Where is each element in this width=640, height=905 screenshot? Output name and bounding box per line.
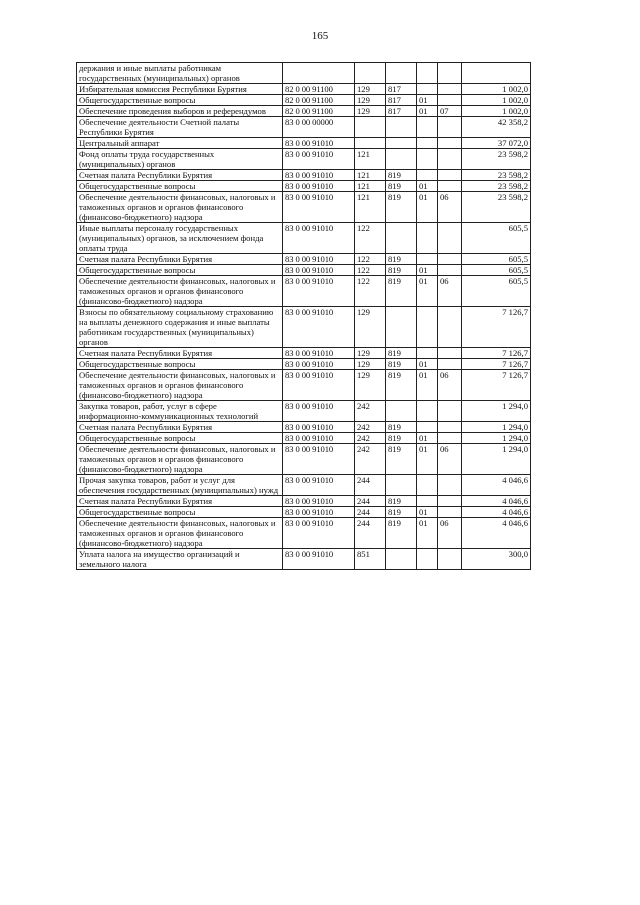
page-number: 165	[311, 30, 329, 42]
cell-name: Обеспечение деятельности финансовых, налоговых и таможенных органов и органов финансового (финансово-бюджетного) надзора	[77, 444, 283, 475]
cell-amount: 605,5	[462, 276, 531, 307]
cell-section: 01	[417, 181, 438, 192]
cell-name: Прочая закупка товаров, работ и услуг для обеспечения государственных (муниципальных) нужд	[77, 475, 283, 496]
table-row	[77, 95, 531, 106]
cell-subsection	[438, 223, 462, 254]
cell-ministry: 819	[386, 170, 417, 181]
cell-expense-type: 122	[355, 223, 386, 254]
cell-ministry: 819	[386, 433, 417, 444]
cell-ministry	[386, 149, 417, 170]
cell-target-article: 83 0 00 91010	[283, 359, 355, 370]
cell-amount: 605,5	[462, 265, 531, 276]
cell-target-article: 83 0 00 91010	[283, 433, 355, 444]
cell-target-article: 83 0 00 91010	[283, 149, 355, 170]
cell-expense-type: 121	[355, 181, 386, 192]
table-row	[77, 348, 531, 359]
cell-ministry: 819	[386, 254, 417, 265]
cell-amount: 1 002,0	[462, 84, 531, 95]
cell-subsection	[438, 254, 462, 265]
cell-expense-type: 242	[355, 401, 386, 422]
cell-amount: 1 294,0	[462, 422, 531, 433]
cell-section: 01	[417, 444, 438, 475]
cell-amount: 23 598,2	[462, 192, 531, 223]
cell-amount: 1 294,0	[462, 444, 531, 475]
cell-section: 01	[417, 370, 438, 401]
cell-name: Общегосударственные вопросы	[77, 507, 283, 518]
cell-ministry: 819	[386, 370, 417, 401]
cell-expense-type: 129	[355, 370, 386, 401]
cell-amount: 7 126,7	[462, 307, 531, 348]
cell-target-article: 83 0 00 91010	[283, 475, 355, 496]
cell-expense-type: 129	[355, 359, 386, 370]
cell-expense-type: 244	[355, 496, 386, 507]
table-row	[77, 192, 531, 223]
cell-target-article: 83 0 00 91010	[283, 496, 355, 507]
cell-subsection	[438, 149, 462, 170]
cell-amount: 4 046,6	[462, 496, 531, 507]
cell-target-article: 83 0 00 91010	[283, 348, 355, 359]
cell-subsection: 06	[438, 276, 462, 307]
cell-expense-type: 129	[355, 106, 386, 117]
cell-subsection	[438, 138, 462, 149]
budget-table	[76, 62, 531, 570]
cell-name: Обеспечение деятельности Счетной палаты Республики Бурятия	[77, 117, 283, 138]
cell-amount: 4 046,6	[462, 507, 531, 518]
cell-ministry: 819	[386, 181, 417, 192]
cell-name: Закупка товаров, работ, услуг в сфере информационно-коммуникационных технологий	[77, 401, 283, 422]
cell-section	[417, 170, 438, 181]
cell-subsection	[438, 265, 462, 276]
table-row	[77, 475, 531, 496]
cell-name: Фонд оплаты труда государственных (муниципальных) органов	[77, 149, 283, 170]
cell-section: 01	[417, 192, 438, 223]
cell-target-article: 83 0 00 91010	[283, 444, 355, 475]
cell-ministry: 819	[386, 422, 417, 433]
cell-target-article: 83 0 00 91010	[283, 401, 355, 422]
cell-subsection	[438, 422, 462, 433]
cell-subsection: 06	[438, 370, 462, 401]
cell-ministry: 819	[386, 265, 417, 276]
cell-subsection	[438, 117, 462, 138]
cell-name: Центральный аппарат	[77, 138, 283, 149]
cell-target-article: 83 0 00 91010	[283, 276, 355, 307]
cell-target-article: 83 0 00 91010	[283, 181, 355, 192]
cell-name: Общегосударственные вопросы	[77, 265, 283, 276]
cell-subsection: 06	[438, 192, 462, 223]
cell-expense-type: 244	[355, 507, 386, 518]
cell-section	[417, 138, 438, 149]
cell-target-article: 83 0 00 91010	[283, 254, 355, 265]
cell-section	[417, 549, 438, 570]
table-row	[77, 518, 531, 549]
cell-name: Общегосударственные вопросы	[77, 95, 283, 106]
cell-amount: 605,5	[462, 254, 531, 265]
cell-name: Счетная палата Республики Бурятия	[77, 422, 283, 433]
cell-section: 01	[417, 359, 438, 370]
cell-subsection	[438, 475, 462, 496]
cell-expense-type: 129	[355, 84, 386, 95]
cell-target-article: 83 0 00 91010	[283, 507, 355, 518]
table-row	[77, 149, 531, 170]
cell-section	[417, 348, 438, 359]
cell-section: 01	[417, 518, 438, 549]
cell-name: держания и иные выплаты работникам государственных (муниципальных) органов	[77, 63, 283, 84]
table-row	[77, 106, 531, 117]
cell-section: 01	[417, 433, 438, 444]
cell-ministry	[386, 475, 417, 496]
cell-amount: 4 046,6	[462, 518, 531, 549]
cell-section	[417, 84, 438, 95]
cell-target-article: 83 0 00 00000	[283, 117, 355, 138]
cell-subsection	[438, 95, 462, 106]
cell-expense-type: 122	[355, 254, 386, 265]
table-row	[77, 265, 531, 276]
cell-section: 01	[417, 106, 438, 117]
cell-expense-type: 242	[355, 433, 386, 444]
cell-expense-type: 244	[355, 518, 386, 549]
cell-subsection	[438, 84, 462, 95]
cell-name: Счетная палата Республики Бурятия	[77, 496, 283, 507]
table-row	[77, 117, 531, 138]
cell-section	[417, 307, 438, 348]
cell-name: Общегосударственные вопросы	[77, 433, 283, 444]
cell-amount: 7 126,7	[462, 370, 531, 401]
cell-amount: 1 002,0	[462, 95, 531, 106]
cell-name: Обеспечение деятельности финансовых, налоговых и таможенных органов и органов финансового (финансово-бюджетного) надзора	[77, 518, 283, 549]
cell-amount: 37 072,0	[462, 138, 531, 149]
cell-expense-type: 122	[355, 276, 386, 307]
cell-target-article: 83 0 00 91010	[283, 192, 355, 223]
cell-target-article: 83 0 00 91010	[283, 170, 355, 181]
table-row	[77, 223, 531, 254]
cell-name: Обеспечение деятельности финансовых, налоговых и таможенных органов и органов финансового (финансово-бюджетного) надзора	[77, 192, 283, 223]
cell-name: Взносы по обязательному социальному страхованию на выплаты денежного содержания и иные выплаты работникам государственных (муниципальных) органов	[77, 307, 283, 348]
table-row	[77, 170, 531, 181]
table-row	[77, 496, 531, 507]
cell-ministry	[386, 117, 417, 138]
cell-amount: 7 126,7	[462, 359, 531, 370]
cell-amount: 42 358,2	[462, 117, 531, 138]
cell-section: 01	[417, 276, 438, 307]
cell-target-article: 82 0 00 91100	[283, 84, 355, 95]
table-row	[77, 549, 531, 570]
table-row	[77, 63, 531, 84]
cell-amount: 23 598,2	[462, 181, 531, 192]
cell-target-article: 82 0 00 91100	[283, 95, 355, 106]
cell-amount: 4 046,6	[462, 475, 531, 496]
cell-name: Обеспечение деятельности финансовых, налоговых и таможенных органов и органов финансового (финансово-бюджетного) надзора	[77, 370, 283, 401]
cell-ministry	[386, 138, 417, 149]
cell-name: Общегосударственные вопросы	[77, 359, 283, 370]
cell-subsection	[438, 63, 462, 84]
cell-amount: 1 294,0	[462, 401, 531, 422]
table-row	[77, 138, 531, 149]
cell-name: Счетная палата Республики Бурятия	[77, 170, 283, 181]
cell-expense-type: 129	[355, 348, 386, 359]
cell-expense-type: 121	[355, 170, 386, 181]
cell-expense-type: 121	[355, 149, 386, 170]
cell-section	[417, 475, 438, 496]
cell-name: Общегосударственные вопросы	[77, 181, 283, 192]
cell-name: Счетная палата Республики Бурятия	[77, 348, 283, 359]
cell-ministry: 817	[386, 84, 417, 95]
cell-subsection	[438, 549, 462, 570]
cell-target-article: 83 0 00 91010	[283, 518, 355, 549]
cell-expense-type	[355, 63, 386, 84]
cell-section	[417, 496, 438, 507]
table-row	[77, 84, 531, 95]
table-row	[77, 422, 531, 433]
cell-target-article: 83 0 00 91010	[283, 223, 355, 254]
cell-ministry: 817	[386, 95, 417, 106]
table-row	[77, 507, 531, 518]
cell-name: Обеспечение проведения выборов и референдумов	[77, 106, 283, 117]
cell-amount	[462, 63, 531, 84]
cell-ministry: 819	[386, 276, 417, 307]
cell-ministry: 819	[386, 444, 417, 475]
cell-expense-type: 129	[355, 307, 386, 348]
cell-name: Обеспечение деятельности финансовых, налоговых и таможенных органов и органов финансового (финансово-бюджетного) надзора	[77, 276, 283, 307]
budget-table-body	[77, 63, 531, 570]
table-row	[77, 370, 531, 401]
cell-target-article: 83 0 00 91010	[283, 265, 355, 276]
cell-target-article: 83 0 00 91010	[283, 549, 355, 570]
cell-expense-type	[355, 117, 386, 138]
cell-expense-type: 129	[355, 95, 386, 106]
cell-subsection	[438, 496, 462, 507]
cell-ministry	[386, 223, 417, 254]
table-row	[77, 181, 531, 192]
table-row	[77, 276, 531, 307]
cell-subsection	[438, 348, 462, 359]
cell-section: 01	[417, 95, 438, 106]
cell-target-article: 83 0 00 91010	[283, 422, 355, 433]
cell-section: 01	[417, 507, 438, 518]
cell-ministry: 819	[386, 359, 417, 370]
cell-subsection	[438, 433, 462, 444]
cell-expense-type: 851	[355, 549, 386, 570]
cell-subsection: 07	[438, 106, 462, 117]
cell-subsection	[438, 307, 462, 348]
cell-expense-type: 244	[355, 475, 386, 496]
cell-target-article: 83 0 00 91010	[283, 307, 355, 348]
cell-subsection	[438, 170, 462, 181]
table-row	[77, 254, 531, 265]
cell-name: Избирательная комиссия Республики Бурятия	[77, 84, 283, 95]
cell-section	[417, 254, 438, 265]
table-row	[77, 401, 531, 422]
cell-target-article: 83 0 00 91010	[283, 138, 355, 149]
cell-amount: 23 598,2	[462, 170, 531, 181]
cell-amount: 1 294,0	[462, 433, 531, 444]
cell-expense-type: 121	[355, 192, 386, 223]
cell-expense-type	[355, 138, 386, 149]
cell-section	[417, 117, 438, 138]
cell-subsection	[438, 181, 462, 192]
cell-amount: 605,5	[462, 223, 531, 254]
cell-section	[417, 223, 438, 254]
table-row	[77, 433, 531, 444]
cell-ministry	[386, 549, 417, 570]
cell-ministry: 819	[386, 507, 417, 518]
cell-amount: 300,0	[462, 549, 531, 570]
cell-amount: 7 126,7	[462, 348, 531, 359]
cell-expense-type: 122	[355, 265, 386, 276]
cell-ministry: 819	[386, 496, 417, 507]
cell-subsection	[438, 507, 462, 518]
cell-ministry	[386, 401, 417, 422]
cell-target-article: 82 0 00 91100	[283, 106, 355, 117]
cell-section: 01	[417, 265, 438, 276]
cell-subsection	[438, 401, 462, 422]
cell-subsection	[438, 359, 462, 370]
cell-subsection: 06	[438, 518, 462, 549]
cell-name: Счетная палата Республики Бурятия	[77, 254, 283, 265]
cell-target-article: 83 0 00 91010	[283, 370, 355, 401]
cell-name: Уплата налога на имущество организаций и земельного налога	[77, 549, 283, 570]
cell-expense-type: 242	[355, 422, 386, 433]
table-row	[77, 307, 531, 348]
cell-ministry: 817	[386, 106, 417, 117]
cell-ministry: 819	[386, 518, 417, 549]
cell-ministry: 819	[386, 192, 417, 223]
cell-section	[417, 149, 438, 170]
cell-expense-type: 242	[355, 444, 386, 475]
cell-amount: 1 002,0	[462, 106, 531, 117]
cell-name: Иные выплаты персоналу государственных (муниципальных) органов, за исключением фонда оплаты труда	[77, 223, 283, 254]
cell-section	[417, 63, 438, 84]
cell-ministry	[386, 63, 417, 84]
cell-section	[417, 401, 438, 422]
cell-target-article	[283, 63, 355, 84]
cell-section	[417, 422, 438, 433]
cell-subsection: 06	[438, 444, 462, 475]
cell-ministry: 819	[386, 348, 417, 359]
cell-ministry	[386, 307, 417, 348]
table-row	[77, 359, 531, 370]
cell-amount: 23 598,2	[462, 149, 531, 170]
table-row	[77, 444, 531, 475]
